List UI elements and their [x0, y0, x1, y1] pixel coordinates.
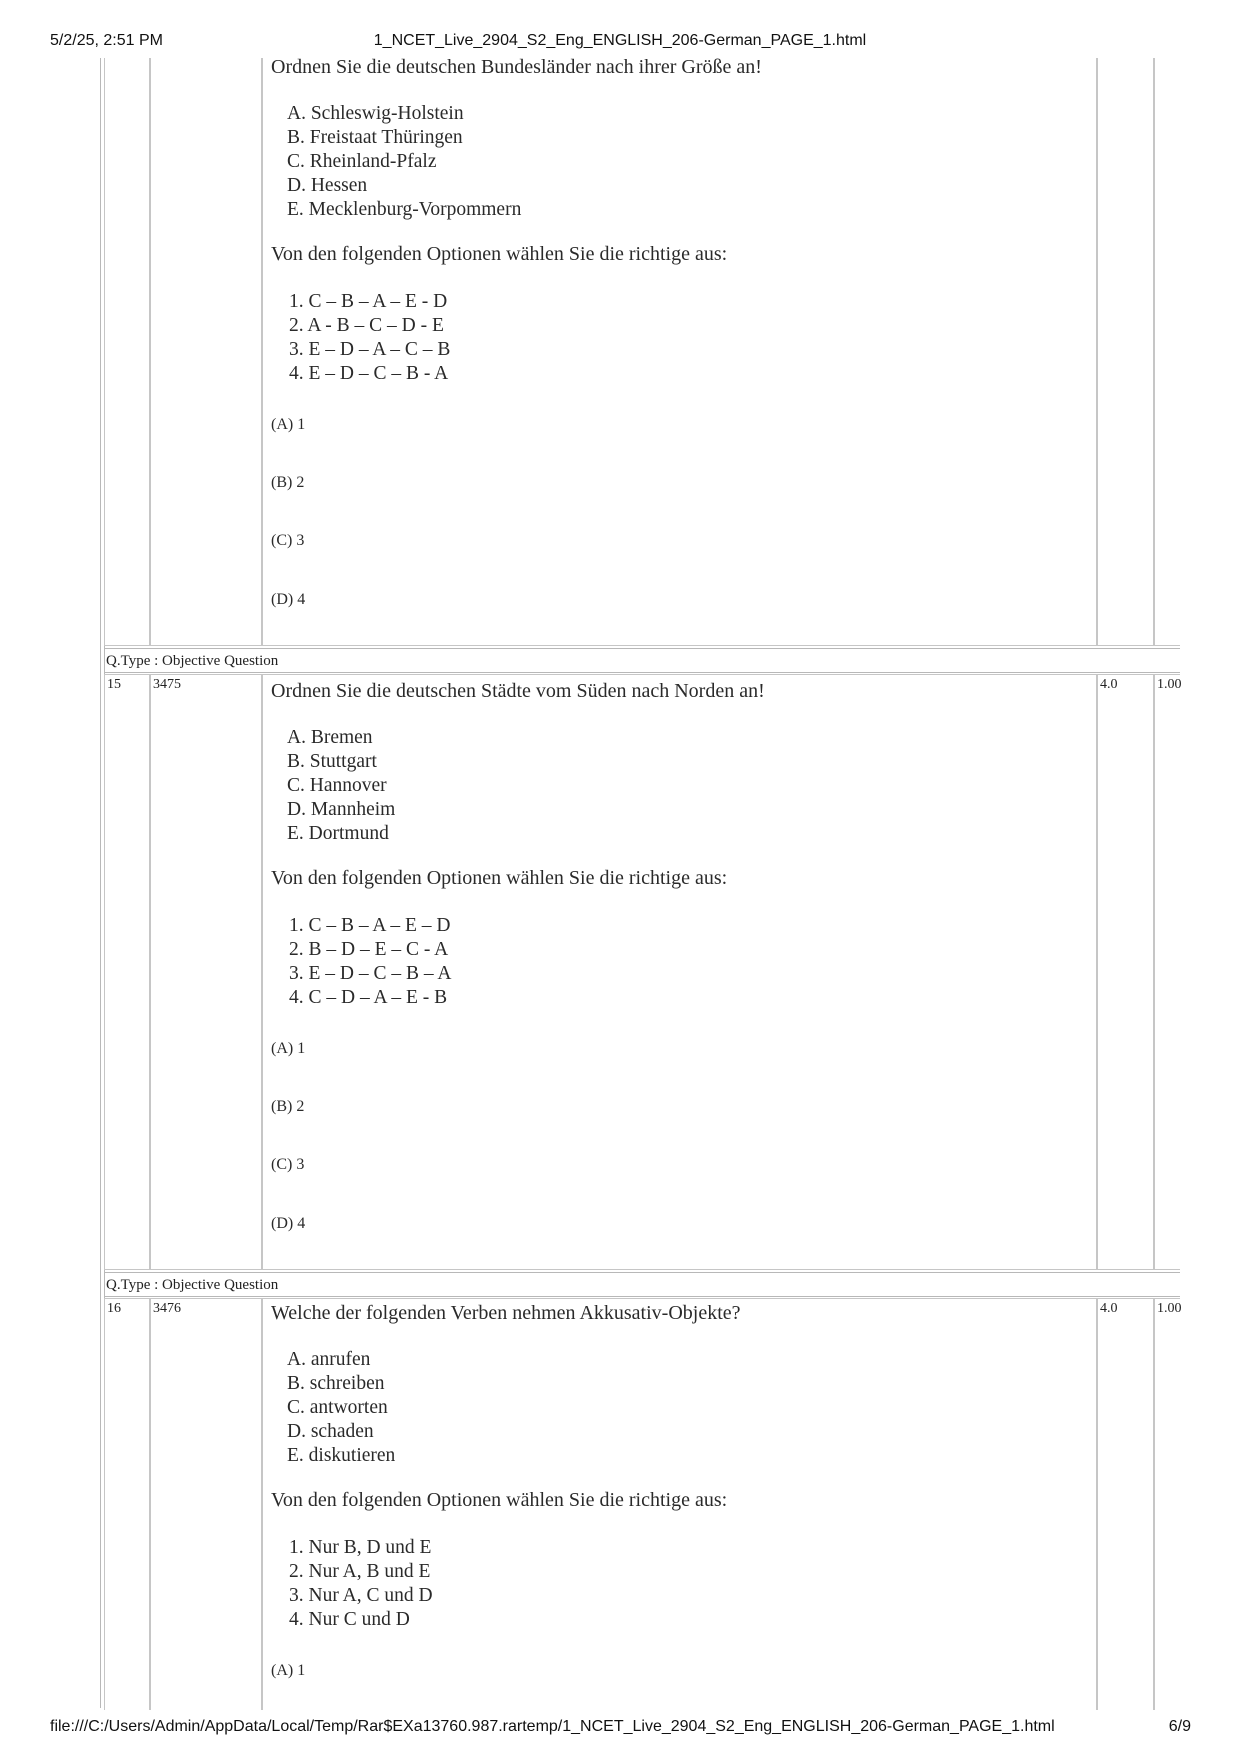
sequence-option: 4. C – D – A – E - B — [289, 987, 448, 1008]
answer-choice-d: (D) 4 — [271, 591, 306, 608]
ordering-item: C. Hannover — [287, 775, 387, 796]
question-stem: Welche der folgenden Verben nehmen Akkusativ-Objekte? — [271, 1302, 741, 1324]
print-file-path: file:///C:/Users/Admin/AppData/Local/Temp/Rar$EXa13760.987.rartemp/1_NCET_Live_2904_S2_Eng_ENGLISH_206-German_PAGE_1.html — [50, 1718, 1055, 1735]
answer-choice-b: (B) 2 — [271, 1098, 305, 1115]
cell-number — [104, 674, 150, 1270]
negative-marks: 1.00 — [1157, 1301, 1182, 1316]
row-separator — [104, 672, 1180, 673]
table-border-left-outer — [100, 58, 101, 1708]
ordering-item: A. Schleswig-Holstein — [287, 103, 464, 124]
cell-number — [104, 1298, 150, 1710]
cell-id — [150, 1298, 262, 1710]
cell-negative — [1154, 1298, 1180, 1710]
sequence-option: 3. E – D – C – B – A — [289, 963, 452, 984]
ordering-item: D. Mannheim — [287, 799, 396, 820]
question-number: 16 — [107, 1301, 121, 1316]
sequence-options-list — [289, 290, 450, 386]
cell-id — [150, 58, 262, 646]
cell-marks — [1097, 1298, 1154, 1710]
row-separator — [104, 648, 1180, 649]
cell-number — [104, 58, 150, 646]
question-instruction: Von den folgenden Optionen wählen Sie die richtige aus: — [271, 243, 728, 265]
verb-items-list — [287, 1348, 395, 1468]
combination-option: 4. Nur C und D — [289, 1609, 410, 1630]
answer-choice-c: (C) 3 — [271, 1156, 305, 1173]
verb-item: C. antworten — [287, 1397, 388, 1418]
question-id: 3476 — [153, 1301, 181, 1316]
cell-negative — [1154, 674, 1180, 1270]
combination-options-list — [289, 1536, 433, 1632]
question-stem: Ordnen Sie die deutschen Bundesländer nach ihrer Größe an! — [271, 56, 762, 78]
cell-negative — [1154, 58, 1180, 646]
ordering-item: E. Mecklenburg-Vorpommern — [287, 199, 522, 220]
row-separator — [104, 1296, 1180, 1297]
question-type-label: Q.Type : Objective Question — [106, 1277, 279, 1293]
question-content — [271, 1302, 1071, 1702]
question-id: 3475 — [153, 677, 181, 692]
cell-marks — [1097, 674, 1154, 1270]
combination-option: 3. Nur A, C und D — [289, 1585, 433, 1606]
sequence-options-list — [289, 914, 452, 1010]
question-content — [271, 680, 1071, 1240]
answer-choice-a: (A) 1 — [271, 1040, 306, 1057]
question-content — [271, 56, 1071, 616]
answer-choice-d: (D) 4 — [271, 1215, 306, 1232]
ordering-item: C. Rheinland-Pfalz — [287, 151, 437, 172]
sequence-option: 4. E – D – C – B - A — [289, 363, 449, 384]
verb-item: D. schaden — [287, 1421, 374, 1442]
answer-choice-a: (A) 1 — [271, 416, 306, 433]
answer-choice-a: (A) 1 — [271, 1662, 306, 1679]
question-marks: 4.0 — [1100, 677, 1118, 692]
answer-choice-b: (B) 2 — [271, 474, 305, 491]
question-type-label: Q.Type : Objective Question — [106, 653, 279, 669]
verb-item: A. anrufen — [287, 1349, 371, 1370]
verb-item: E. diskutieren — [287, 1445, 396, 1466]
question-number: 15 — [107, 677, 121, 692]
ordering-item: B. Freistaat Thüringen — [287, 127, 463, 148]
question-marks: 4.0 — [1100, 1301, 1118, 1316]
sequence-option: 1. C – B – A – E – D — [289, 915, 451, 936]
verb-item: B. schreiben — [287, 1373, 385, 1394]
ordering-items-list — [287, 102, 521, 222]
question-stem: Ordnen Sie die deutschen Städte vom Süden nach Norden an! — [271, 680, 765, 702]
combination-option: 2. Nur A, B und E — [289, 1561, 431, 1582]
combination-option: 1. Nur B, D und E — [289, 1537, 432, 1558]
sequence-option: 3. E – D – A – C – B — [289, 339, 451, 360]
print-title: 1_NCET_Live_2904_S2_Eng_ENGLISH_206-German_PAGE_1.html — [373, 32, 867, 49]
question-instruction: Von den folgenden Optionen wählen Sie die richtige aus: — [271, 867, 728, 889]
ordering-items-list — [287, 726, 395, 846]
answer-choice-c: (C) 3 — [271, 532, 305, 549]
print-page-number: 6/9 — [1168, 1718, 1191, 1735]
ordering-item: A. Bremen — [287, 727, 373, 748]
print-datetime: 5/2/25, 2:51 PM — [50, 32, 163, 49]
row-separator — [104, 1272, 1180, 1273]
negative-marks: 1.00 — [1157, 677, 1182, 692]
question-instruction: Von den folgenden Optionen wählen Sie die richtige aus: — [271, 1489, 728, 1511]
cell-marks — [1097, 58, 1154, 646]
sequence-option: 2. A - B – C – D - E — [289, 315, 444, 336]
ordering-item: D. Hessen — [287, 175, 368, 196]
cell-id — [150, 674, 262, 1270]
sequence-option: 2. B – D – E – C - A — [289, 939, 449, 960]
ordering-item: B. Stuttgart — [287, 751, 377, 772]
sequence-option: 1. C – B – A – E - D — [289, 291, 448, 312]
ordering-item: E. Dortmund — [287, 823, 389, 844]
